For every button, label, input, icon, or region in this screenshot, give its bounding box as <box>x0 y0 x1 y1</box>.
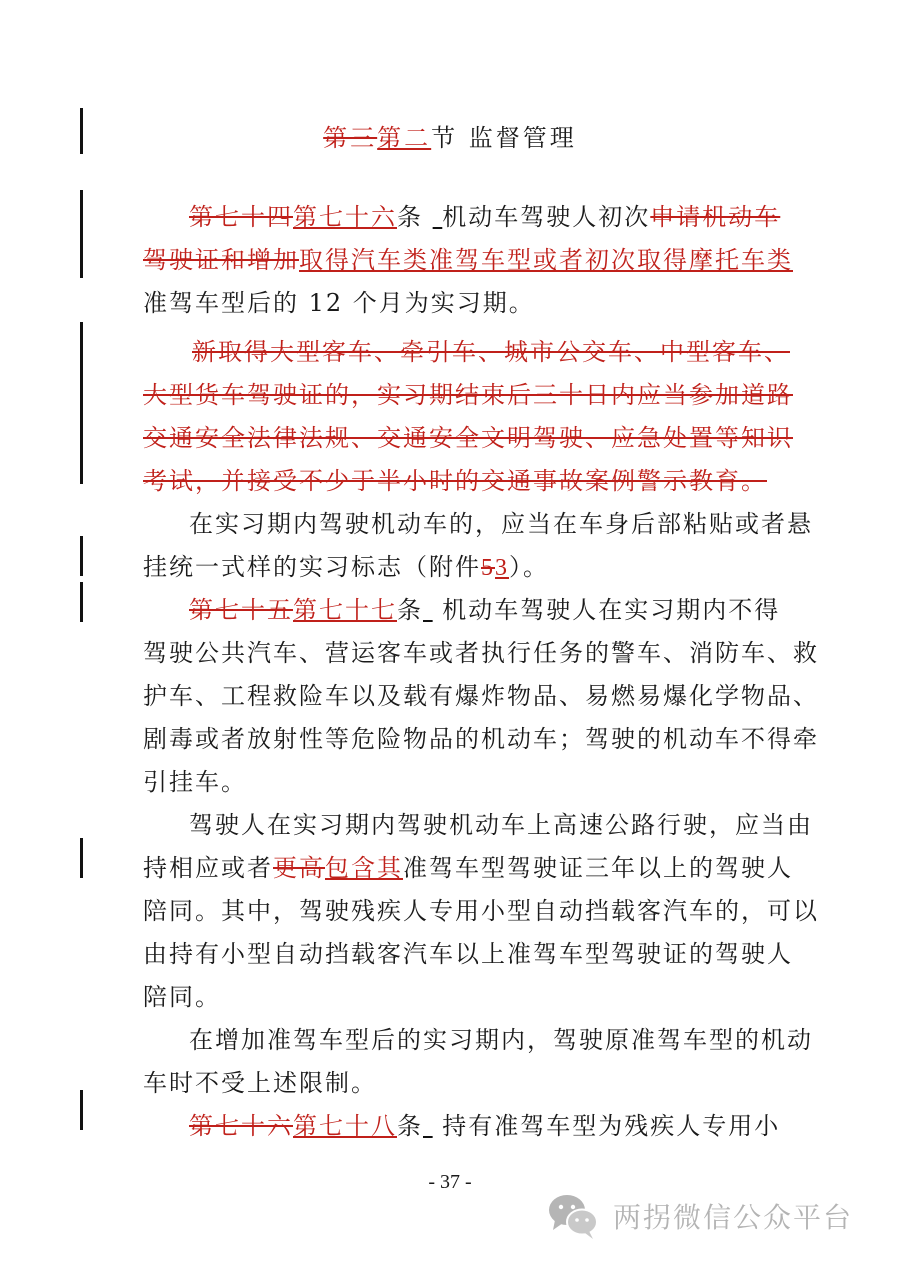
highway-para-line-4: 由持有小型自动挡载客汽车以上准驾车型驾驶证的驾驶人 <box>143 940 793 968</box>
highway-para-line-1: 驾驶人在实习期内驾驶机动车上高速公路行驶，应当由 <box>189 811 813 839</box>
highway-para-line-3: 陪同。其中，驾驶残疾人专用小型自动挡载客汽车的，可以 <box>143 897 819 925</box>
art76-line-2: 驾驶证和增加取得汽车类准驾车型或者初次取得摩托车类 <box>143 246 793 274</box>
revision-bar-highway-para <box>80 838 83 878</box>
highway-para-line-5: 陪同。 <box>143 983 221 1011</box>
revision-bar-art77 <box>80 582 83 622</box>
art77-line-3: 护车、工程救险车以及载有爆炸物品、易燃易爆化学物品、 <box>143 682 819 710</box>
title-inserted: 第二 <box>377 124 432 152</box>
revision-bar-sign-para <box>80 536 83 576</box>
watermark-text: 两拐微信公众平台 <box>613 1201 854 1234</box>
deleted-para-line-3: 交通安全法律法规、交通安全文明驾驶、应急处置等知识 <box>143 424 793 452</box>
revision-bar-art78 <box>80 1090 83 1130</box>
deleted-para-line-1: 新取得大型客车、牵引车、城市公交车、中型客车、 <box>192 338 790 366</box>
art77-line-1: 第七十五第七十七条 机动车驾驶人在实习期内不得 <box>189 596 781 624</box>
title-deleted: 第三 <box>323 124 378 152</box>
highway-para-line-2: 持相应或者更高包含其准驾车型驾驶证三年以上的驾驶人 <box>143 854 793 882</box>
deleted-para-line-4: 考试，并接受不少于半小时的交通事故案例警示教育。 <box>143 467 767 495</box>
revision-bar-art76 <box>80 190 83 278</box>
added-type-para-line-2: 车时不受上述限制。 <box>143 1069 377 1097</box>
sign-para-line-1: 在实习期内驾驶机动车的，应当在车身后部粘贴或者悬 <box>189 510 813 538</box>
added-type-para-line-1: 在增加准驾车型后的实习期内，驾驶原准驾车型的机动 <box>189 1026 813 1054</box>
title-text: 节 监督管理 <box>431 124 577 152</box>
watermark <box>545 1186 865 1246</box>
revision-bar-deleted-para <box>80 322 83 484</box>
page-number: - 37 - <box>428 1171 472 1193</box>
art77-line-4: 剧毒或者放射性等危险物品的机动车；驾驶的机动车不得牵 <box>143 725 819 753</box>
section-title <box>0 118 900 153</box>
art76-line-1: 第七十四第七十六条 机动车驾驶人初次申请机动车 <box>189 203 781 231</box>
art77-line-5: 引挂车。 <box>143 768 247 796</box>
art77-line-2: 驾驶公共汽车、营运客车或者执行任务的警车、消防车、救 <box>143 639 819 667</box>
art76-line-3: 准驾车型后的 12 个月为实习期。 <box>143 289 535 317</box>
deleted-para-line-2: 大型货车驾驶证的，实习期结束后三十日内应当参加道路 <box>143 381 793 409</box>
sign-para-line-2: 挂统一式样的实习标志（附件53）。 <box>143 553 549 581</box>
wechat-logo-icon <box>545 1190 601 1242</box>
art78-line-1: 第七十六第七十八条 持有准驾车型为残疾人专用小 <box>189 1112 781 1140</box>
